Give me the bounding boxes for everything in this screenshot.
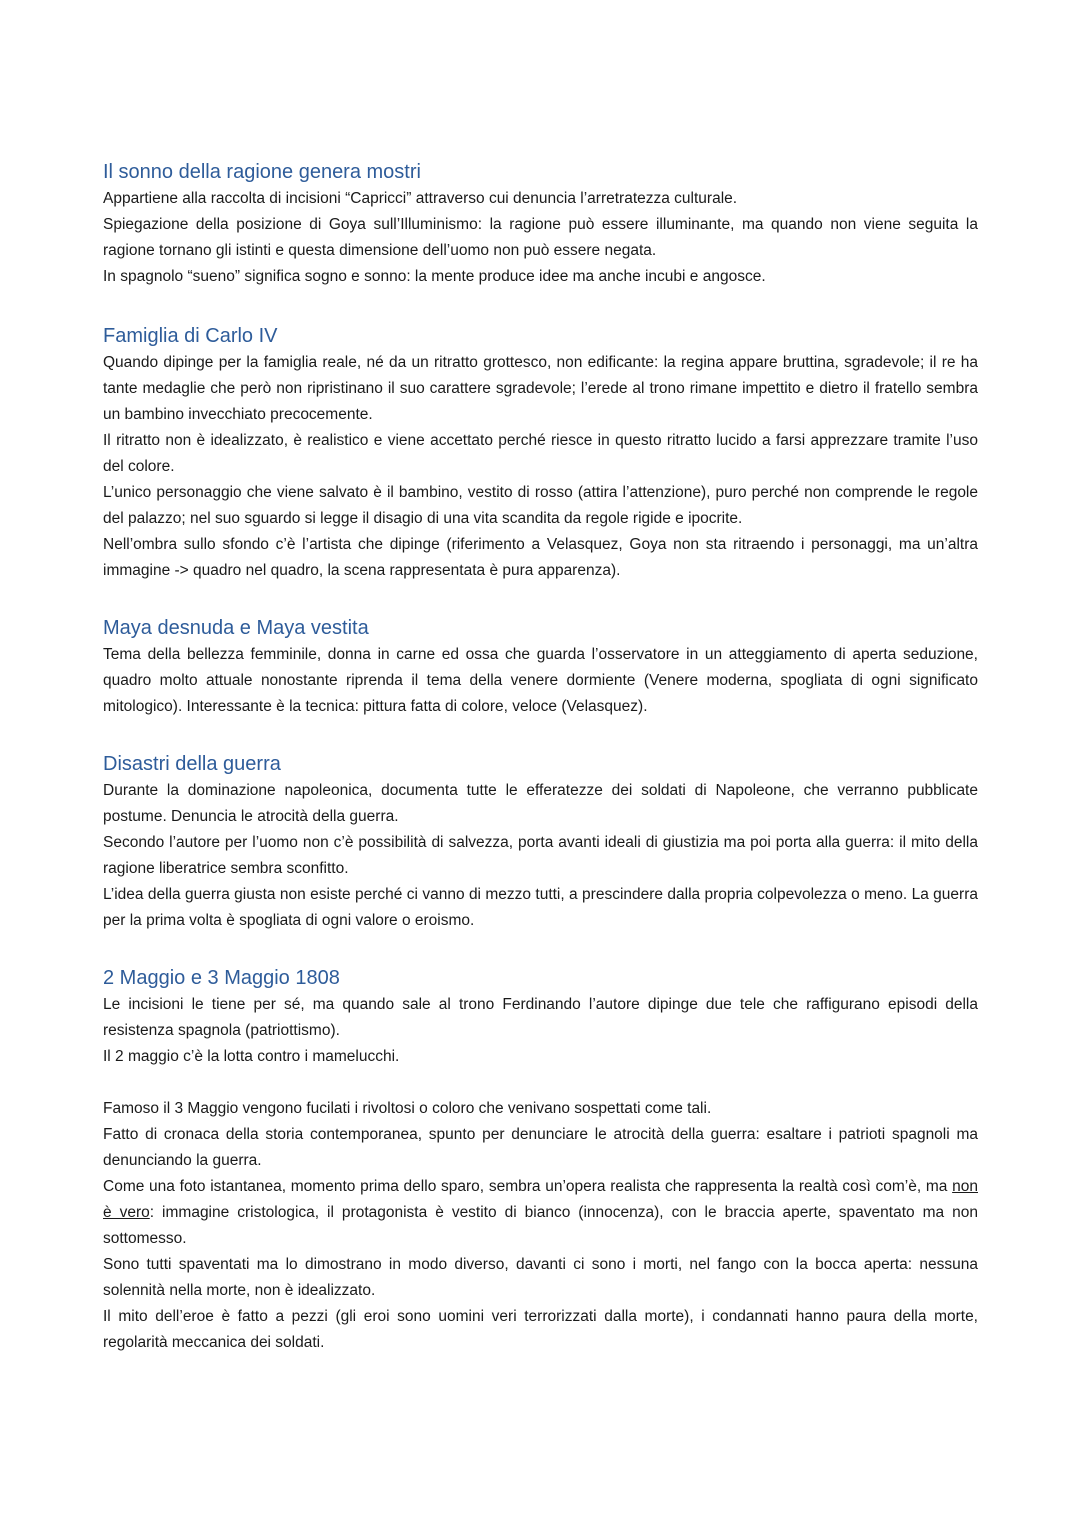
paragraph: Fatto di cronaca della storia contemporanea, spunto per denunciare le atrocità della guerra: esaltare i patrioti spagnoli ma denunciando la guerra. xyxy=(103,1126,978,1169)
paragraph: In spagnolo “sueno” significa sogno e sonno: la mente produce idee ma anche incubi e angosce. xyxy=(103,268,766,285)
paragraph: L’idea della guerra giusta non esiste perché ci vanno di mezzo tutti, a prescindere dalla propria colpevolezza o meno. La guerra per la prima volta è spogliata di ogni valore o eroismo. xyxy=(103,886,978,929)
section-sonno-ragione xyxy=(103,158,978,290)
section-heading: Maya desnuda e Maya vestita xyxy=(103,617,369,639)
paragraph: Appartiene alla raccolta di incisioni “Capricci” attraverso cui denuncia l’arretratezza culturale. xyxy=(103,190,738,207)
paragraph: Il ritratto non è idealizzato, è realistico e viene accettato perché riesce in questo ritratto lucido a farsi apprezzare tramite l’uso del colore. xyxy=(103,432,978,475)
section-famiglia-carlo xyxy=(103,322,978,584)
paragraph: Durante la dominazione napoleonica, documenta tutte le efferatezze dei soldati di Napoleone, che verranno pubblicate postume. Denuncia le atrocità della guerra. xyxy=(103,782,978,825)
section-maggio-1808 xyxy=(103,964,978,1356)
section-heading: 2 Maggio e 3 Maggio 1808 xyxy=(103,967,340,989)
paragraph: Il 2 maggio c’è la lotta contro i mamelucchi. xyxy=(103,1048,400,1065)
paragraph: Secondo l’autore per l’uomo non c’è possibilità di salvezza, porta avanti ideali di giustizia ma poi porta alla guerra: il mito della ragione liberatrice sembra sconfitto. xyxy=(103,834,978,877)
section-disastri-guerra xyxy=(103,750,978,934)
section-maya xyxy=(103,614,978,720)
paragraph: Le incisioni le tiene per sé, ma quando sale al trono Ferdinando l’autore dipinge due tele che raffigurano episodi della resistenza spagnola (patriottismo). xyxy=(103,996,978,1039)
paragraph: Sono tutti spaventati ma lo dimostrano in modo diverso, davanti ci sono i morti, nel fango con la bocca aperta: nessuna solennità nella morte, non è idealizzato. xyxy=(103,1256,978,1299)
paragraph: Famoso il 3 Maggio vengono fucilati i rivoltosi o coloro che venivano sospettati come tali. xyxy=(103,1100,712,1117)
paragraph: Il mito dell’eroe è fatto a pezzi (gli eroi sono uomini veri terrorizzati dalla morte), i condannati hanno paura della morte, regolarità meccanica dei soldati. xyxy=(103,1308,978,1351)
paragraph: Tema della bellezza femminile, donna in carne ed ossa che guarda l’osservatore in un atteggiamento di aperta seduzione, quadro molto attuale nonostante riprenda il tema della venere dormiente (Venere moderna, spogliata di ogni significato mitologico). Interessante è la tecnica: pittura fatta di colore, veloce (Velasquez). xyxy=(103,646,978,715)
blank-line xyxy=(103,1070,978,1096)
text-run: Come una foto istantanea, momento prima dello sparo, sembra un’opera realista che rappresenta la realtà così com’è, ma xyxy=(103,1178,953,1195)
section-heading: Famiglia di Carlo IV xyxy=(103,325,278,347)
paragraph: Quando dipinge per la famiglia reale, né da un ritratto grottesco, non edificante: la regina appare bruttina, sgradevole; il re ha tante medaglie che però non ripristinano il suo carattere sgradevole; l’erede al trono rimane impettito e dietro il fratello sembra un bambino invecchiato precocemente. xyxy=(103,354,978,423)
paragraph: L’unico personaggio che viene salvato è il bambino, vestito di rosso (attira l’attenzione), puro perché non comprende le regole del palazzo; nel suo sguardo si legge il disagio di una vita scandita da regole rigide e ipocrite. xyxy=(103,484,978,527)
underlined-text: non è vero xyxy=(103,1178,978,1221)
text-run: : immagine cristologica, il protagonista è vestito di bianco (innocenza), con le braccia aperte, spaventato ma non sottomesso. xyxy=(103,1204,978,1247)
paragraph: Nell’ombra sullo sfondo c’è l’artista che dipinge (riferimento a Velasquez, Goya non sta ritraendo i personaggi, ma un’altra immagine -> quadro nel quadro, la scena rappresentata è pura apparenza). xyxy=(103,536,978,579)
section-heading: Il sonno della ragione genera mostri xyxy=(103,161,421,183)
section-heading: Disastri della guerra xyxy=(103,753,281,775)
paragraph: Spiegazione della posizione di Goya sull’Illuminismo: la ragione può essere illuminante, ma quando non viene seguita la ragione tornano gli istinti e questa dimensione dell’uomo non può essere negata. xyxy=(103,216,978,259)
paragraph-with-underline xyxy=(103,1174,978,1252)
